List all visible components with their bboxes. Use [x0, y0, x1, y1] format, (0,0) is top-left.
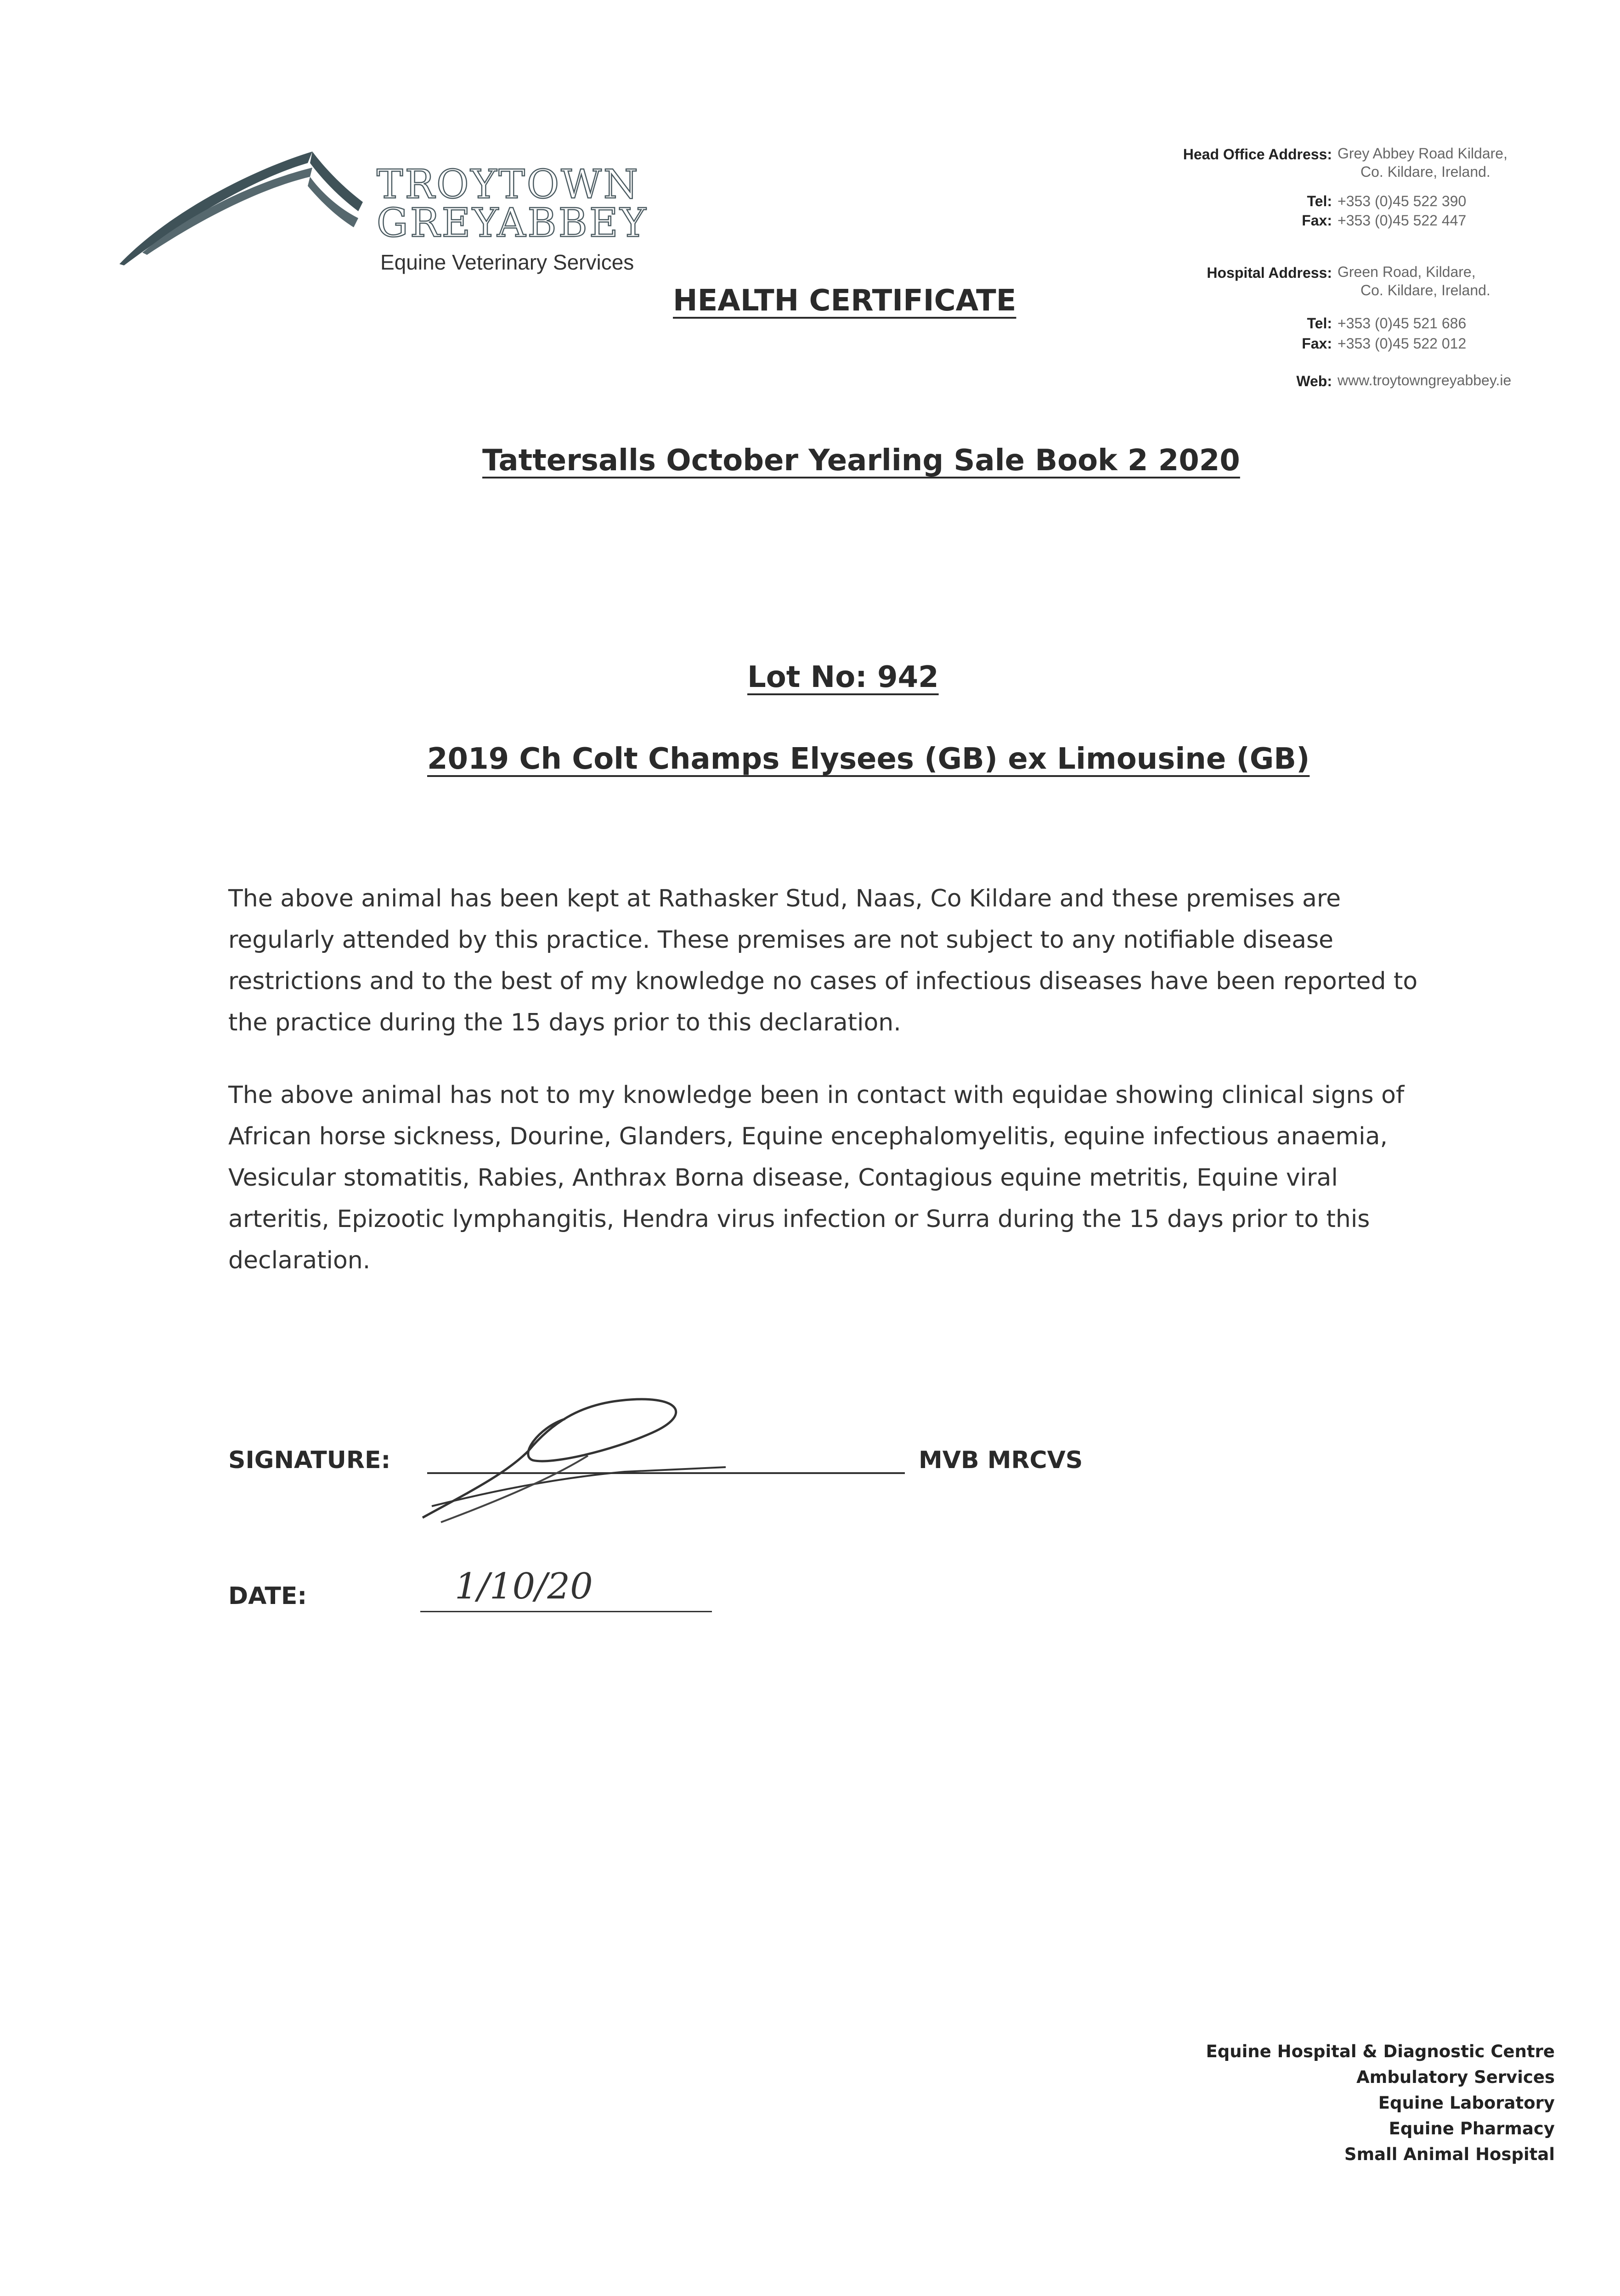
- signature-scribble: [413, 1387, 744, 1526]
- date-line: [420, 1611, 712, 1612]
- logo-name-line2: GREYABBEY: [377, 200, 648, 246]
- hospital-label: Hospital Address:: [1207, 264, 1332, 281]
- footer-service-item: Equine Pharmacy: [1389, 2119, 1555, 2138]
- head-office-label: Head Office Address:: [1183, 146, 1332, 163]
- paragraph-contact: The above animal has not to my knowledge been in contact with equidae showing clinical signs of African horse sickness, Dourine, Glanders, Equine encephalomyelitis, equine infectious anaemia, Vesicular stomatitis, Rabies, Anthrax Borna disease, Contagious equine metritis, Equine viral arteritis, Epizootic lymphangitis, Hendra virus infection or Surra during the 15 days prior to this declaration.: [228, 1081, 1405, 1274]
- hospital-tel: +353 (0)45 521 686: [1338, 315, 1467, 332]
- logo-subtitle: Equine Veterinary Services: [380, 250, 634, 274]
- horse-description: 2019 Ch Colt Champs Elysees (GB) ex Limousine (GB): [427, 742, 1310, 776]
- footer-services: [1056, 2039, 1555, 2167]
- hospital-line2: Co. Kildare, Ireland.: [1360, 282, 1490, 298]
- head-tel-label: Tel:: [1307, 193, 1332, 209]
- head-fax: +353 (0)45 522 447: [1338, 212, 1467, 229]
- footer-service-item: Equine Laboratory: [1378, 2093, 1555, 2113]
- logo-emblem: [115, 142, 372, 273]
- head-office-line2: Co. Kildare, Ireland.: [1360, 163, 1490, 180]
- head-office-line1: Grey Abbey Road Kildare,: [1338, 145, 1507, 162]
- head-fax-label: Fax:: [1302, 212, 1332, 229]
- date-label: DATE:: [228, 1582, 307, 1610]
- credentials: MVB MRCVS: [919, 1446, 1083, 1474]
- certificate-title: HEALTH CERTIFICATE: [673, 284, 1016, 318]
- head-tel: +353 (0)45 522 390: [1338, 193, 1467, 209]
- footer-service-item: Ambulatory Services: [1356, 2067, 1555, 2087]
- footer-service-item: Equine Hospital & Diagnostic Centre: [1206, 2042, 1555, 2061]
- paragraph-premises: The above animal has been kept at Rathasker Stud, Naas, Co Kildare and these premises are regularly attended by this practice. These premises are not subject to any notifiable disease restrictions and to the best of my knowledge no cases of infectious diseases have been reported to the practice during the 15 days prior to this declaration.: [228, 885, 1418, 1036]
- hospital-line1: Green Road, Kildare,: [1338, 264, 1476, 280]
- footer-service-item: Small Animal Hospital: [1344, 2144, 1555, 2164]
- logo-name-line1: TROYTOWN: [377, 162, 640, 208]
- signature-label: SIGNATURE:: [228, 1446, 391, 1474]
- sale-title: Tattersalls October Yearling Sale Book 2 2020: [482, 444, 1240, 478]
- lot-number: Lot No: 942: [747, 660, 939, 694]
- hospital-tel-label: Tel:: [1307, 315, 1332, 332]
- web-address: www.troytowngreyabbey.ie: [1338, 372, 1512, 388]
- hospital-fax: +353 (0)45 522 012: [1338, 335, 1467, 352]
- hospital-fax-label: Fax:: [1302, 335, 1332, 352]
- date-value: 1/10/20: [455, 1566, 593, 1607]
- web-label: Web:: [1296, 373, 1332, 389]
